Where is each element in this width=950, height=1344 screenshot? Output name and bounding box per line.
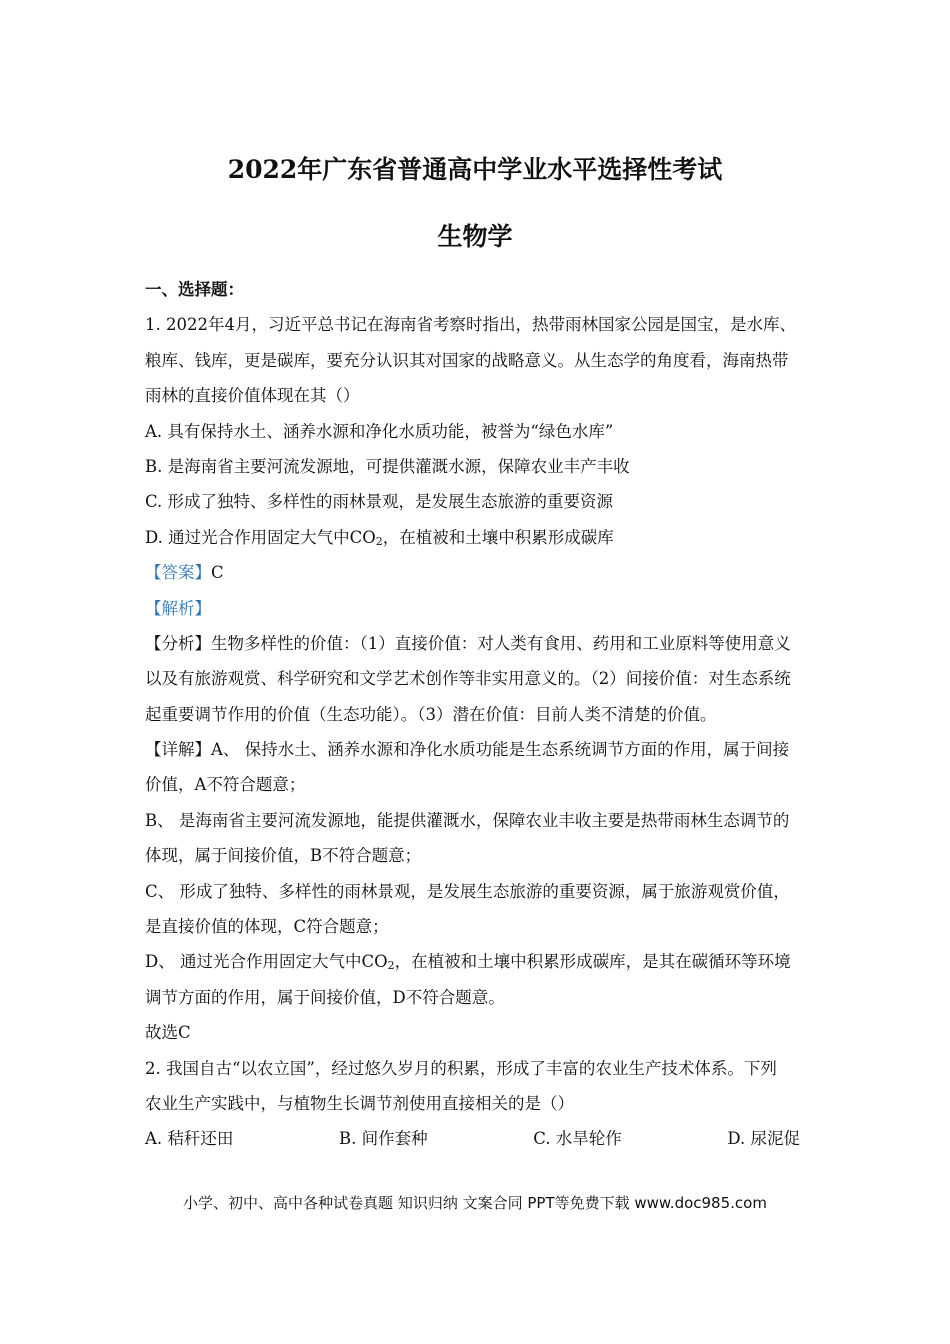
- q1-option-d: [145, 520, 810, 555]
- q1-stem-line-1: 1. 2022年4月，习近平总书记在海南省考察时指出，热带雨林国家公园是国宝，是水库、: [145, 315, 796, 335]
- q1-option-d-subscript: 2: [375, 534, 383, 548]
- q1-fenxi-line-1: 【分析】生物多样性的价值：（1）直接价值：对人类有食用、药用和工业原料等使用意义: [145, 633, 791, 653]
- q1-option-d-tail: ，在植被和土壤中积累形成碳库: [382, 527, 614, 547]
- q1-xiangjie-line-6: 是直接价值的体现，C符合题意；: [145, 917, 389, 937]
- q1-option-c: C. 形成了独特、多样性的雨林景观，是发展生态旅游的重要资源: [145, 492, 614, 512]
- q2-options: [145, 1121, 800, 1156]
- q1-xiangjie-7-tail: ，在植被和土壤中积累形成碳库，是其在碳循环等环境: [394, 952, 791, 972]
- q1-conclusion: 故选C: [145, 1023, 191, 1043]
- q1-stem-line-2: 粮库、钱库，更是碳库，要充分认识其对国家的战略意义。从生态学的角度看，海南热带: [145, 350, 789, 370]
- q1-xiangjie-7-text: D、 通过光合作用固定大气中CO: [145, 952, 388, 972]
- q1-fenxi-line-2: 以及有旅游观赏、科学研究和文学艺术创作等非实用意义的。（2）间接价值：对生态系统: [145, 669, 791, 689]
- q1-xiangjie-line-1: 【详解】A、 保持水土、涵养水源和净化水质功能是生态系统调节方面的作用，属于间接: [145, 740, 790, 760]
- q2-option-b: B. 间作套种: [339, 1129, 428, 1149]
- answer-value: C: [211, 563, 224, 583]
- q1-xiangjie-7-subscript: 2: [387, 959, 395, 973]
- q1-xiangjie-line-3: B、 是海南省主要河流发源地，能提供灌溉水，保障农业丰收主要是热带雨林生态调节的: [145, 810, 790, 830]
- exam-title: 2022年广东省普通高中学业水平选择性考试: [227, 155, 723, 184]
- q1-xiangjie-line-5: C、 形成了独特、多样性的雨林景观，是发展生态旅游的重要资源，属于旅游观赏价值，: [145, 881, 790, 901]
- q2-stem-line-1: 2. 我国自古“以农立国”，经过悠久岁月的积累，形成了丰富的农业生产技术体系。下列: [145, 1058, 777, 1078]
- section-heading: 一、选择题：: [145, 280, 244, 299]
- q1-fenxi-line-3: 起重要调节作用的价值（生态功能）。（3）潜在价值：目前人类不清楚的价值。: [145, 704, 717, 724]
- q2-option-d: D. 尿泥促: [727, 1129, 800, 1149]
- q2-stem-line-2: 农业生产实践中，与植物生长调节剂使用直接相关的是（）: [145, 1093, 574, 1113]
- q2-option-a: A. 秸秆还田: [145, 1129, 234, 1149]
- q1-xiangjie-line-8: 调节方面的作用，属于间接价值，D不符合题意。: [145, 987, 505, 1007]
- q1-answer: [145, 555, 810, 590]
- q1-xiangjie-line-2: 价值，A不符合题意；: [145, 775, 306, 795]
- q1-option-a: A. 具有保持水土、涵养水源和净化水质功能，被誉为“绿色水库”: [145, 421, 614, 441]
- exam-content: [145, 272, 810, 1157]
- page-footer: 小学、初中、高中各种试卷真题 知识归纳 文案合同 PPT等免费下载 www.doc985.com: [183, 1194, 767, 1212]
- subject-title: 生物学: [437, 222, 513, 251]
- analysis-label: 【解析】: [145, 598, 211, 618]
- q1-xiangjie-line-4: 体现，属于间接价值，B不符合题意；: [145, 846, 422, 866]
- q1-option-b: B. 是海南省主要河流发源地，可提供灌溉水源，保障农业丰产丰收: [145, 456, 630, 476]
- q1-xiangjie-line-7: [145, 944, 810, 979]
- q1-stem-line-3: 雨林的直接价值体现在其（）: [145, 386, 360, 406]
- q2-option-c: C. 水旱轮作: [533, 1129, 622, 1149]
- q1-option-d-text: D. 通过光合作用固定大气中CO: [145, 527, 376, 547]
- answer-label: 【答案】: [145, 563, 211, 583]
